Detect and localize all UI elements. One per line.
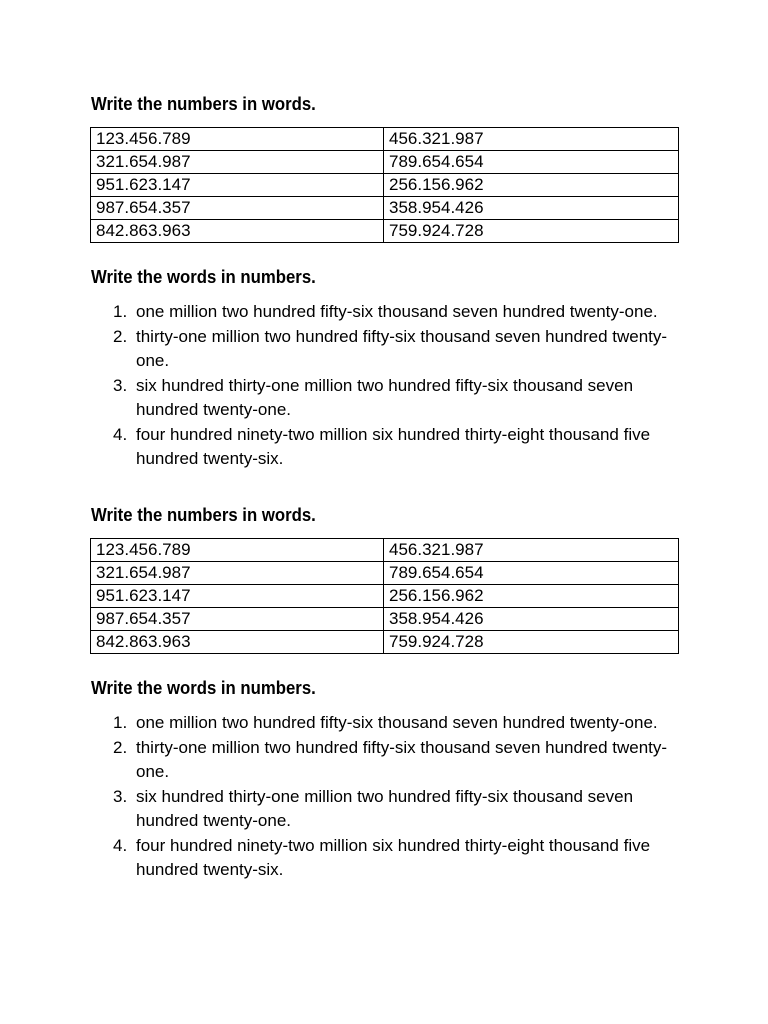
table-row: [91, 608, 679, 631]
table-row: [91, 585, 679, 608]
list-item: [0, 785, 700, 834]
table-row: [91, 562, 679, 585]
table-cell: 759.924.728: [384, 631, 679, 654]
table-cell: 358.954.426: [384, 608, 679, 631]
table-cell: 951.623.147: [91, 585, 384, 608]
list-item-text: one million two hundred fifty-six thousand seven hundred twenty-one.: [136, 302, 658, 321]
table-cell: 321.654.987: [91, 151, 384, 174]
words-list-2: [0, 711, 700, 883]
section-heading-numbers-to-words-2: Write the numbers in words.: [91, 505, 316, 525]
table-cell: 256.156.962: [384, 585, 679, 608]
table-row: [91, 220, 679, 243]
numbers-table-1: [90, 127, 679, 243]
section-heading-words-to-numbers-1: Write the words in numbers.: [91, 267, 316, 287]
table-cell: 987.654.357: [91, 197, 384, 220]
table-row: [91, 174, 679, 197]
list-item-number: 3.: [113, 786, 128, 806]
list-item-number: 2.: [113, 737, 128, 757]
table-cell: 842.863.963: [91, 220, 384, 243]
table-cell: 951.623.147: [91, 174, 384, 197]
list-item: [0, 325, 700, 374]
table-cell: 256.156.962: [384, 174, 679, 197]
table-row: [91, 631, 679, 654]
table-cell: 123.456.789: [91, 128, 384, 151]
list-item: [0, 711, 700, 736]
list-item-text: six hundred thirty-one million two hundred fifty-six thousand seven hundred twenty-one.: [136, 786, 634, 830]
table-cell: 358.954.426: [384, 197, 679, 220]
list-item-text: one million two hundred fifty-six thousand seven hundred twenty-one.: [136, 713, 658, 732]
table-row: [91, 128, 679, 151]
list-item-number: 4.: [113, 835, 128, 855]
table-cell: 987.654.357: [91, 608, 384, 631]
numbers-table-2: [90, 538, 679, 654]
words-list-1: [0, 300, 700, 472]
list-item: [0, 736, 700, 785]
list-item-text: six hundred thirty-one million two hundred fifty-six thousand seven hundred twenty-one.: [136, 375, 634, 419]
table-cell: 759.924.728: [384, 220, 679, 243]
list-item: [0, 834, 700, 883]
table-cell: 321.654.987: [91, 562, 384, 585]
list-item: [0, 423, 700, 472]
list-item-number: 1.: [113, 713, 128, 732]
list-item-number: 4.: [113, 424, 128, 444]
section-heading-numbers-to-words-1: Write the numbers in words.: [91, 94, 316, 114]
table-cell: 789.654.654: [384, 562, 679, 585]
table-row: [91, 539, 679, 562]
list-item-text: thirty-one million two hundred fifty-six thousand seven hundred twenty-one.: [136, 737, 668, 781]
list-item-text: thirty-one million two hundred fifty-six thousand seven hundred twenty-one.: [136, 326, 668, 370]
table-cell: 456.321.987: [384, 128, 679, 151]
list-item: [0, 300, 700, 325]
table-cell: 842.863.963: [91, 631, 384, 654]
list-item-number: 3.: [113, 375, 128, 395]
table-cell: 789.654.654: [384, 151, 679, 174]
section-heading-words-to-numbers-2: Write the words in numbers.: [91, 678, 316, 698]
table-cell: 123.456.789: [91, 539, 384, 562]
table-row: [91, 151, 679, 174]
table-row: [91, 197, 679, 220]
list-item-number: 1.: [113, 302, 128, 321]
list-item: [0, 374, 700, 423]
list-item-text: four hundred ninety-two million six hundred thirty-eight thousand five hundred twenty-six.: [136, 835, 651, 879]
table-cell: 456.321.987: [384, 539, 679, 562]
list-item-number: 2.: [113, 326, 128, 346]
list-item-text: four hundred ninety-two million six hundred thirty-eight thousand five hundred twenty-six.: [136, 424, 651, 468]
